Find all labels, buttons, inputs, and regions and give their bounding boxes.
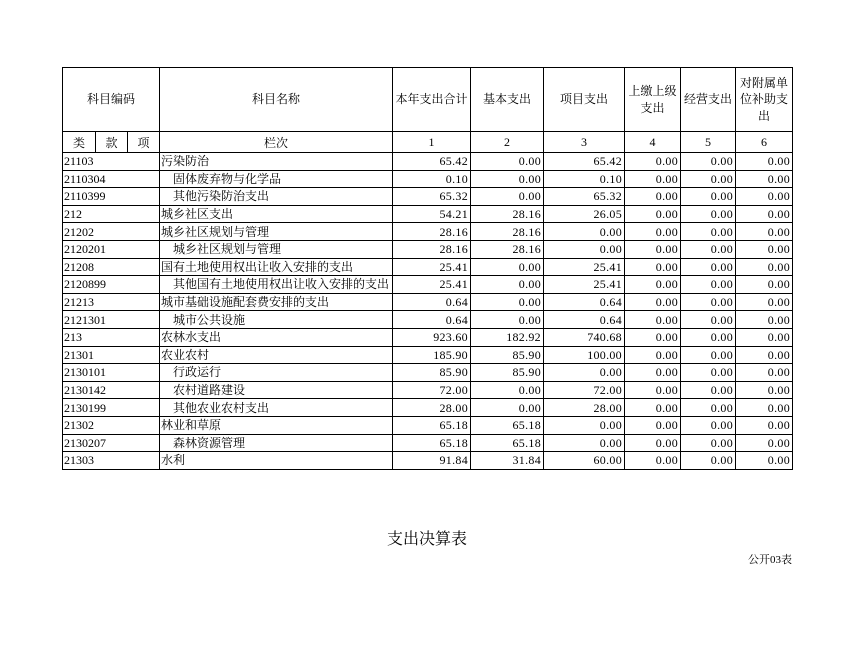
remit-superior-value-cell: 0.00 xyxy=(625,311,681,329)
subsidiary-value-cell: 0.00 xyxy=(736,416,793,434)
subject-name-cell: 林业和草原 xyxy=(160,416,393,434)
remit-superior-value-cell: 0.00 xyxy=(625,170,681,188)
table-row xyxy=(63,276,793,294)
basic-value-cell: 31.84 xyxy=(471,452,544,470)
total-value-cell: 72.00 xyxy=(393,381,471,399)
remit-superior-value-cell: 0.00 xyxy=(625,399,681,417)
header-col-project: 项目支出 xyxy=(544,68,625,132)
total-value-cell: 91.84 xyxy=(393,452,471,470)
header-subject-name: 科目名称 xyxy=(160,68,393,132)
basic-value-cell: 0.00 xyxy=(471,276,544,294)
subsidiary-value-cell: 0.00 xyxy=(736,205,793,223)
subject-code-cell: 21302 xyxy=(63,416,160,434)
subject-name-cell: 其他农业农村支出 xyxy=(160,399,393,417)
remit-superior-value-cell: 0.00 xyxy=(625,416,681,434)
subject-code-cell: 2110399 xyxy=(63,188,160,206)
operating-value-cell: 0.00 xyxy=(681,346,736,364)
operating-value-cell: 0.00 xyxy=(681,223,736,241)
project-value-cell: 0.00 xyxy=(544,416,625,434)
subject-name-cell: 其他污染防治支出 xyxy=(160,188,393,206)
remit-superior-value-cell: 0.00 xyxy=(625,276,681,294)
subject-code-cell: 21103 xyxy=(63,153,160,171)
remit-superior-value-cell: 0.00 xyxy=(625,328,681,346)
subsidiary-value-cell: 0.00 xyxy=(736,381,793,399)
operating-value-cell: 0.00 xyxy=(681,364,736,382)
subject-name-cell: 污染防治 xyxy=(160,153,393,171)
total-value-cell: 0.10 xyxy=(393,170,471,188)
subsidiary-value-cell: 0.00 xyxy=(736,399,793,417)
operating-value-cell: 0.00 xyxy=(681,416,736,434)
project-value-cell: 0.10 xyxy=(544,170,625,188)
project-value-cell: 0.00 xyxy=(544,434,625,452)
basic-value-cell: 85.90 xyxy=(471,346,544,364)
remit-superior-value-cell: 0.00 xyxy=(625,240,681,258)
subject-name-cell: 城乡社区规划与管理 xyxy=(160,223,393,241)
operating-value-cell: 0.00 xyxy=(681,328,736,346)
total-value-cell: 65.42 xyxy=(393,153,471,171)
remit-superior-value-cell: 0.00 xyxy=(625,293,681,311)
column-number: 1 xyxy=(393,132,471,153)
subject-name-cell: 城市基础设施配套费安排的支出 xyxy=(160,293,393,311)
subsidiary-value-cell: 0.00 xyxy=(736,223,793,241)
total-value-cell: 28.16 xyxy=(393,223,471,241)
project-value-cell: 25.41 xyxy=(544,276,625,294)
operating-value-cell: 0.00 xyxy=(681,153,736,171)
basic-value-cell: 28.16 xyxy=(471,240,544,258)
operating-value-cell: 0.00 xyxy=(681,434,736,452)
remit-superior-value-cell: 0.00 xyxy=(625,364,681,382)
header-row xyxy=(63,68,793,132)
basic-value-cell: 182.92 xyxy=(471,328,544,346)
subject-code-cell: 21208 xyxy=(63,258,160,276)
table-row xyxy=(63,328,793,346)
total-value-cell: 65.18 xyxy=(393,434,471,452)
remit-superior-value-cell: 0.00 xyxy=(625,188,681,206)
subject-name-cell: 城市公共设施 xyxy=(160,311,393,329)
subsidiary-value-cell: 0.00 xyxy=(736,346,793,364)
subsidiary-value-cell: 0.00 xyxy=(736,434,793,452)
subject-code-cell: 21213 xyxy=(63,293,160,311)
basic-value-cell: 28.16 xyxy=(471,205,544,223)
operating-value-cell: 0.00 xyxy=(681,205,736,223)
header-col-remit-superior: 上缴上级支出 xyxy=(625,68,681,132)
subject-name-cell: 行政运行 xyxy=(160,364,393,382)
table-row xyxy=(63,153,793,171)
subject-name-cell: 农业农村 xyxy=(160,346,393,364)
subsidiary-value-cell: 0.00 xyxy=(736,276,793,294)
table-row xyxy=(63,381,793,399)
sub-header-lei: 类 xyxy=(63,132,96,153)
subsidiary-value-cell: 0.00 xyxy=(736,452,793,470)
subsidiary-value-cell: 0.00 xyxy=(736,258,793,276)
subject-name-cell: 农林水支出 xyxy=(160,328,393,346)
table-row xyxy=(63,452,793,470)
header-col-subsidiary: 对附属单位补助支出 xyxy=(736,68,793,132)
subject-code-cell: 2120899 xyxy=(63,276,160,294)
table-row xyxy=(63,399,793,417)
total-value-cell: 25.41 xyxy=(393,276,471,294)
total-value-cell: 185.90 xyxy=(393,346,471,364)
subsidiary-value-cell: 0.00 xyxy=(736,311,793,329)
basic-value-cell: 65.18 xyxy=(471,434,544,452)
project-value-cell: 0.64 xyxy=(544,293,625,311)
table-header xyxy=(63,68,793,153)
basic-value-cell: 0.00 xyxy=(471,311,544,329)
basic-value-cell: 85.90 xyxy=(471,364,544,382)
subsidiary-value-cell: 0.00 xyxy=(736,328,793,346)
subject-name-cell: 城乡社区支出 xyxy=(160,205,393,223)
basic-value-cell: 0.00 xyxy=(471,293,544,311)
subject-code-cell: 21202 xyxy=(63,223,160,241)
operating-value-cell: 0.00 xyxy=(681,452,736,470)
total-value-cell: 28.00 xyxy=(393,399,471,417)
operating-value-cell: 0.00 xyxy=(681,170,736,188)
table-row xyxy=(63,223,793,241)
project-value-cell: 25.41 xyxy=(544,258,625,276)
total-value-cell: 54.21 xyxy=(393,205,471,223)
operating-value-cell: 0.00 xyxy=(681,293,736,311)
table-row xyxy=(63,170,793,188)
table-body xyxy=(63,153,793,470)
document-title: 支出决算表 xyxy=(386,531,467,548)
subject-name-cell: 森林资源管理 xyxy=(160,434,393,452)
operating-value-cell: 0.00 xyxy=(681,258,736,276)
header-col-total: 本年支出合计 xyxy=(393,68,471,132)
remit-superior-value-cell: 0.00 xyxy=(625,346,681,364)
remit-superior-value-cell: 0.00 xyxy=(625,223,681,241)
subsidiary-value-cell: 0.00 xyxy=(736,170,793,188)
subsidiary-value-cell: 0.00 xyxy=(736,240,793,258)
subject-code-cell: 2121301 xyxy=(63,311,160,329)
subject-name-cell: 农村道路建设 xyxy=(160,381,393,399)
total-value-cell: 65.32 xyxy=(393,188,471,206)
project-value-cell: 28.00 xyxy=(544,399,625,417)
subject-code-cell: 2130101 xyxy=(63,364,160,382)
header-col-operating: 经营支出 xyxy=(681,68,736,132)
subject-code-cell: 2130142 xyxy=(63,381,160,399)
subsidiary-value-cell: 0.00 xyxy=(736,188,793,206)
subject-name-cell: 其他国有土地使用权出让收入安排的支出 xyxy=(160,276,393,294)
sub-header-kuan: 款 xyxy=(96,132,128,153)
table-row xyxy=(63,240,793,258)
table-row xyxy=(63,293,793,311)
operating-value-cell: 0.00 xyxy=(681,240,736,258)
column-number: 4 xyxy=(625,132,681,153)
remit-superior-value-cell: 0.00 xyxy=(625,153,681,171)
total-value-cell: 25.41 xyxy=(393,258,471,276)
header-col-basic: 基本支出 xyxy=(471,68,544,132)
expenditure-table xyxy=(62,67,793,470)
table-row xyxy=(63,258,793,276)
project-value-cell: 0.00 xyxy=(544,223,625,241)
basic-value-cell: 65.18 xyxy=(471,416,544,434)
project-value-cell: 100.00 xyxy=(544,346,625,364)
total-value-cell: 0.64 xyxy=(393,311,471,329)
sub-header-row xyxy=(63,132,793,153)
sub-header-xiang: 项 xyxy=(128,132,160,153)
subject-code-cell: 2130207 xyxy=(63,434,160,452)
sub-header-lanci: 栏次 xyxy=(160,132,393,153)
subject-name-cell: 城乡社区规划与管理 xyxy=(160,240,393,258)
table-row xyxy=(63,311,793,329)
subject-code-cell: 2130199 xyxy=(63,399,160,417)
column-number: 2 xyxy=(471,132,544,153)
basic-value-cell: 0.00 xyxy=(471,381,544,399)
subject-code-cell: 21303 xyxy=(63,452,160,470)
total-value-cell: 0.64 xyxy=(393,293,471,311)
subject-code-cell: 2120201 xyxy=(63,240,160,258)
project-value-cell: 65.32 xyxy=(544,188,625,206)
header-subject-code: 科目编码 xyxy=(63,68,160,132)
remit-superior-value-cell: 0.00 xyxy=(625,452,681,470)
total-value-cell: 65.18 xyxy=(393,416,471,434)
remit-superior-value-cell: 0.00 xyxy=(625,205,681,223)
basic-value-cell: 0.00 xyxy=(471,153,544,171)
column-number: 6 xyxy=(736,132,793,153)
table-row xyxy=(63,188,793,206)
basic-value-cell: 28.16 xyxy=(471,223,544,241)
remit-superior-value-cell: 0.00 xyxy=(625,434,681,452)
project-value-cell: 740.68 xyxy=(544,328,625,346)
subsidiary-value-cell: 0.00 xyxy=(736,293,793,311)
operating-value-cell: 0.00 xyxy=(681,381,736,399)
total-value-cell: 923.60 xyxy=(393,328,471,346)
subsidiary-value-cell: 0.00 xyxy=(736,364,793,382)
project-value-cell: 0.00 xyxy=(544,240,625,258)
subject-code-cell: 2110304 xyxy=(63,170,160,188)
column-number: 5 xyxy=(681,132,736,153)
basic-value-cell: 0.00 xyxy=(471,399,544,417)
subject-name-cell: 固体废弃物与化学品 xyxy=(160,170,393,188)
table-row xyxy=(63,434,793,452)
basic-value-cell: 0.00 xyxy=(471,188,544,206)
project-value-cell: 26.05 xyxy=(544,205,625,223)
basic-value-cell: 0.00 xyxy=(471,258,544,276)
table-row xyxy=(63,346,793,364)
subject-code-cell: 213 xyxy=(63,328,160,346)
form-id: 公开03表 xyxy=(748,554,792,566)
remit-superior-value-cell: 0.00 xyxy=(625,381,681,399)
subject-code-cell: 21301 xyxy=(63,346,160,364)
column-number: 3 xyxy=(544,132,625,153)
subject-code-cell: 212 xyxy=(63,205,160,223)
subject-name-cell: 国有土地使用权出让收入安排的支出 xyxy=(160,258,393,276)
subject-name-cell: 水利 xyxy=(160,452,393,470)
operating-value-cell: 0.00 xyxy=(681,188,736,206)
remit-superior-value-cell: 0.00 xyxy=(625,258,681,276)
basic-value-cell: 0.00 xyxy=(471,170,544,188)
table-row xyxy=(63,416,793,434)
operating-value-cell: 0.00 xyxy=(681,311,736,329)
operating-value-cell: 0.00 xyxy=(681,276,736,294)
project-value-cell: 0.00 xyxy=(544,364,625,382)
subsidiary-value-cell: 0.00 xyxy=(736,153,793,171)
operating-value-cell: 0.00 xyxy=(681,399,736,417)
table-row xyxy=(63,364,793,382)
table-row xyxy=(63,205,793,223)
project-value-cell: 65.42 xyxy=(544,153,625,171)
total-value-cell: 28.16 xyxy=(393,240,471,258)
project-value-cell: 72.00 xyxy=(544,381,625,399)
project-value-cell: 60.00 xyxy=(544,452,625,470)
total-value-cell: 85.90 xyxy=(393,364,471,382)
project-value-cell: 0.64 xyxy=(544,311,625,329)
